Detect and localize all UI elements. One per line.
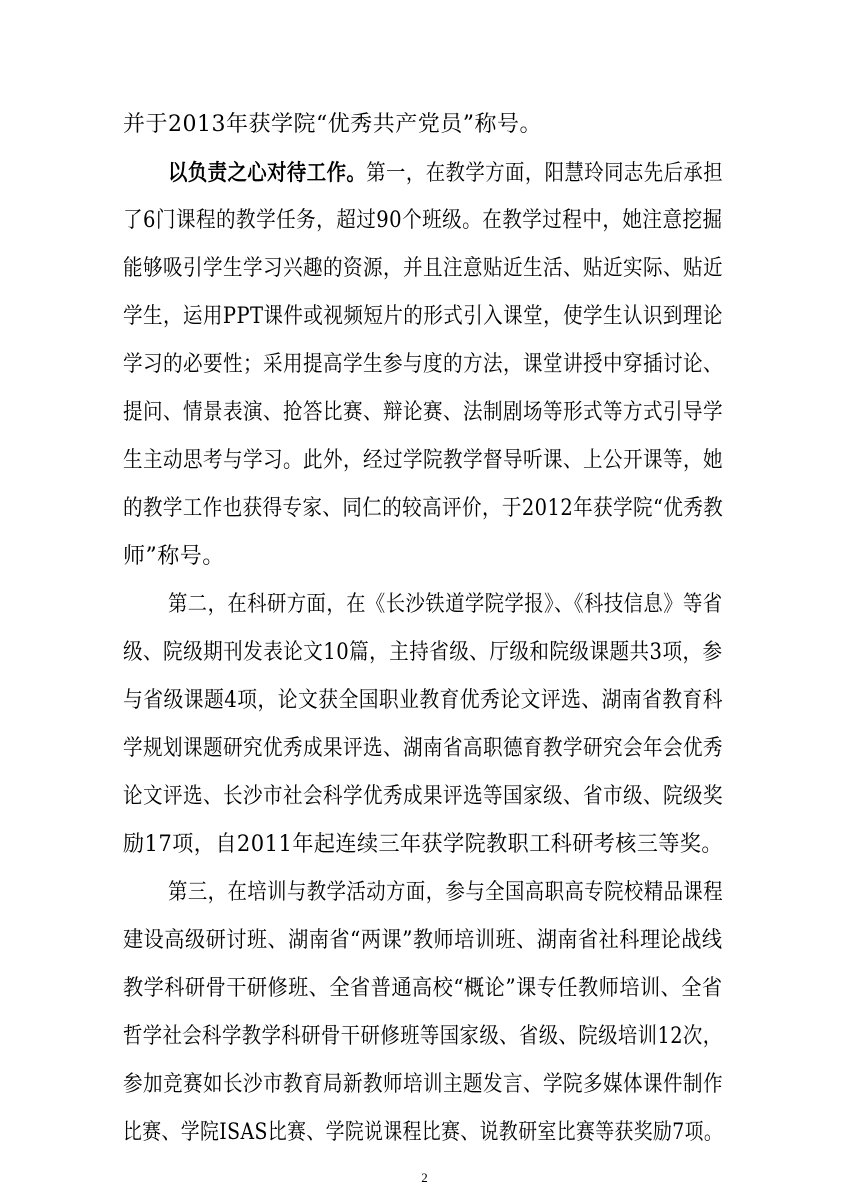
paragraph-2-line-7: 生主动思考与学习。此外，经过学院教学督导听课、上公开课等，她 [123,448,724,473]
paragraph-2-lead: 以负责之心对待工作。 [168,160,367,186]
paragraph-2-line-8: 的教学工作也获得专家、同仁的较高评价，于2012年获学院“优秀教 [123,496,724,521]
paragraph-3-line-3: 与省级课题4项，论文获全国职业教育优秀论文评选、湖南省教育科 [123,688,724,713]
paragraph-2-line-4: 学生，运用PPT课件或视频短片的形式引入课堂，使学生认识到理论 [123,304,723,329]
paragraph-2-line-1-text: 第一，在教学方面，阳慧玲同志先后承担 [366,161,724,186]
paragraph-4-line-2: 建设高级研讨班、湖南省“两课”教师培训班、湖南省社科理论战线 [123,928,723,953]
paragraph-4-line-6: 比赛、学院ISAS比赛、学院说课程比赛、说教研室比赛等获奖励7项。 [123,1120,724,1145]
paragraph-2-line-1 [168,158,724,188]
paragraph-3-line-1: 第二，在科研方面，在《长沙铁道学院学报》、《科技信息》等省 [168,592,723,617]
paragraph-3-line-4: 学规划课题研究优秀成果评选、湖南省高职德育教学研究会年会优秀 [123,736,724,761]
paragraph-3-line-6: 励17项，自2011年起连续三年获学院教职工科研考核三等奖。 [123,832,723,857]
paragraph-2-line-6: 提问、情景表演、抢答比赛、辩论赛、法制剧场等形式等方式引导学 [123,400,724,425]
paragraph-2-line-9: 师”称号。 [123,544,225,569]
page-number: 2 [421,1170,428,1185]
paragraph-2-line-2: 了6门课程的教学任务，超过90个班级。在教学过程中，她注意挖掘 [123,208,723,233]
paragraph-3-line-2: 级、院级期刊发表论文10篇，主持省级、厅级和院级课题共3项，参 [123,640,723,665]
paragraph-4-line-3: 教学科研骨干研修班、全省普通高校“概论”课专任教师培训、全省 [123,976,723,1001]
paragraph-1-line-1: 并于2013年获学院“优秀共产党员”称号。 [123,112,542,137]
paragraph-4-line-1: 第三，在培训与教学活动方面，参与全国高职高专院校精品课程 [168,880,724,905]
paragraph-2-line-5: 学习的必要性；采用提高学生参与度的方法，课堂讲授中穿插讨论、 [123,352,724,377]
paragraph-2-line-3: 能够吸引学生学习兴趣的资源，并且注意贴近生活、贴近实际、贴近 [123,256,724,281]
paragraph-4-line-4: 哲学社会科学教学科研骨干研修班等国家级、省级、院级培训12次， [123,1024,723,1049]
paragraph-3-line-5: 论文评选、长沙市社会科学优秀成果评选等国家级、省市级、院级奖 [123,784,724,809]
paragraph-4-line-5: 参加竞赛如长沙市教育局新教师培训主题发言、学院多媒体课件制作 [123,1072,724,1097]
